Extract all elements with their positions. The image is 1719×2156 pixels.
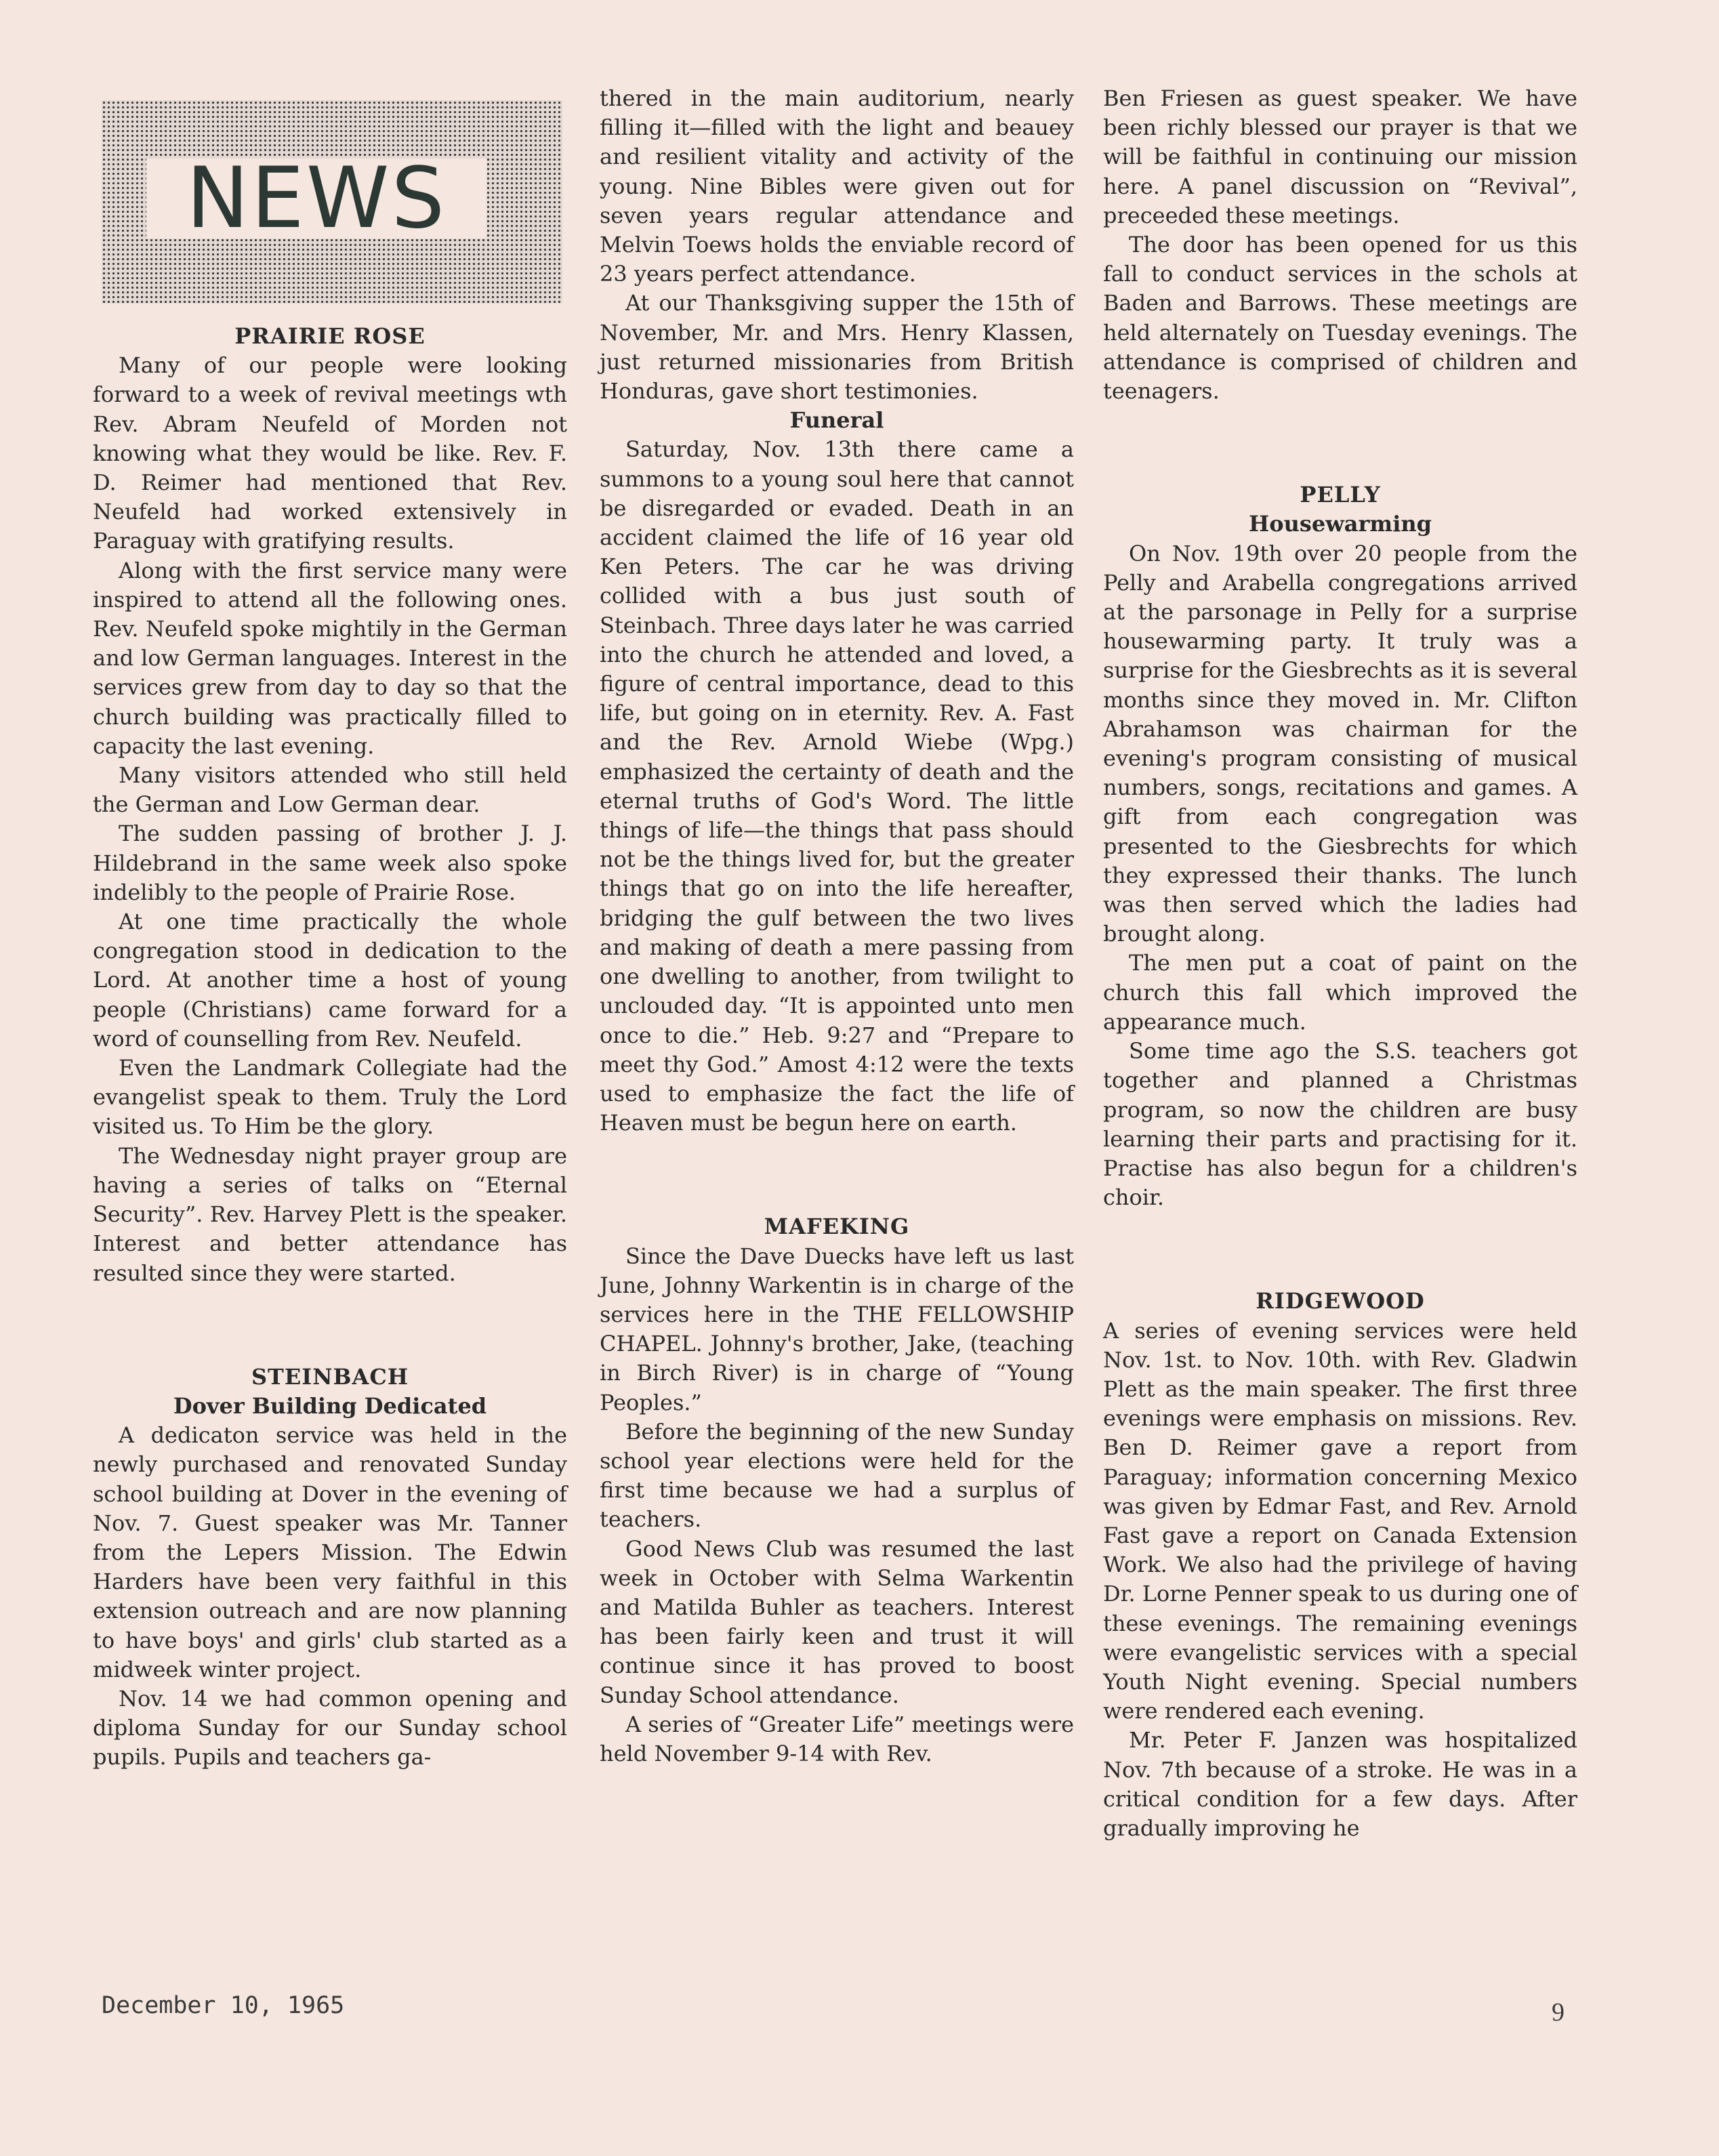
paragraph: Even the Landmark Collegiate had the evangelist speak to them. Truly the Lord visited us. To Him be the glory.: [93, 1055, 567, 1140]
paragraph: Mr. Peter F. Janzen was hospitalized Nov. 7th because of a stroke. He was in a critical condition for a few days. After gradually improving he: [1103, 1727, 1577, 1841]
section-spacer: [1103, 1212, 1577, 1287]
paragraph: The door has been opened for us this fall to conduct services in the schols at Baden and Barrows. These meetings are held alternately on Tuesday evenings. The attendance is comprised of children and teenagers.: [1103, 232, 1577, 405]
section-heading-steinbach: STEINBACH: [251, 1363, 409, 1390]
paragraph: The men put a coat of paint on the church this fall which improved the appearance much.: [1103, 950, 1577, 1035]
paragraph-continued: Ben Friesen as guest speaker. We have been richly blessed our prayer is that we will be faithful in continuing our mission here. A panel discussion on “Revival”, preceeded these meetings.: [1103, 85, 1577, 228]
paragraph: On Nov. 19th over 20 people from the Pelly and Arabella congregations arrived at the parsonage in Pelly for a surprise housewarming party. It truly was a surprise for the Giesbrechts as it is several months since they moved in. Mr. Clifton Abrahamson was chairman for the evening's program consisting of musical numbers, songs, recitations and games. A gift from each congregation was presented to the Giesbrechts for which they expressed their thanks. The lunch was then served which the ladies had brought along.: [1103, 540, 1577, 947]
section-heading-pelly: PELLY: [1300, 482, 1381, 508]
subheading-dover-building: Dover Building Dedicated: [173, 1392, 487, 1419]
paragraph: Many of our people were looking forward to a week of revival meetings wth Rev. Abram Neufeld of Morden not knowing what they would be like. Rev. F. D. Reimer had mentioned that Rev. Neufeld had worked extensively in Paraguay with gratifying results.: [93, 352, 567, 554]
section-spacer: [600, 1138, 1074, 1212]
paragraph: Before the beginning of the new Sunday school year elections were held for the first time because we had a surplus of teachers.: [600, 1418, 1074, 1533]
section-heading-mafeking: MAFEKING: [764, 1214, 910, 1240]
paragraph: Many visitors attended who still held the German and Low German dear.: [93, 762, 567, 818]
footer-date: December 10, 1965: [102, 1992, 345, 2019]
section-heading-ridgewood: RIDGEWOOD: [1256, 1288, 1425, 1314]
paragraph: The sudden passing of brother J. J. Hildebrand in the same week also spoke indelibly to the people of Prairie Rose.: [93, 821, 567, 905]
news-logo-text: NEWS: [186, 150, 447, 247]
paragraph: A series of evening services were held Nov. 1st. to Nov. 10th. with Rev. Gladwin Plett as the main speaker. The first three evenings were emphasis on missions. Rev. Ben D. Reimer gave a report from Paraguay; information concerning Mexico was given by Edmar Fast, and Rev. Arnold Fast gave a report on Canada Extension Work. We also had the privilege of having Dr. Lorne Penner speak to us during one of these evenings. The remaining evenings were evangelistic services with a special Youth Night evening. Special numbers were rendered each evening.: [1103, 1317, 1577, 1724]
paragraph: Nov. 14 we had common opening and diploma Sunday for our Sunday school pupils. Pupils and teachers ga-: [93, 1685, 567, 1770]
section-spacer: [1103, 406, 1577, 480]
paragraph-continued: thered in the main auditorium, nearly filling it—filled with the light and beauey and resilient vitality and activity of the young. Nine Bibles were given out for seven years regular attendance and Melvin Toews holds the enviable record of 23 years perfect attendance.: [600, 85, 1074, 287]
paragraph: A dedicaton service was held in the newly purchased and renovated Sunday school building at Dover in the evening of Nov. 7. Guest speaker was Mr. Tanner from the Lepers Mission. The Edwin Harders have been very faithful in this extension outreach and are now planning to have boys' and girls' club started as a midweek winter project.: [93, 1422, 567, 1682]
column-3: [1103, 84, 1577, 1843]
news-logo: [102, 100, 562, 304]
section-heading-prairie-rose: PRAIRIE ROSE: [234, 323, 426, 349]
paragraph: Along with the first service many were inspired to attend all the following ones. Rev. Neufeld spoke mightily in the German and low German languages. Interest in the services grew from day to day so that the church building was practically filled to capacity the last evening.: [93, 557, 567, 759]
paragraph: Saturday, Nov. 13th there came a summons to a young soul here that cannot be disregarded or evaded. Death in an accident claimed the life of 16 year old Ken Peters. The car he was driving collided with a bus just south of Steinbach. Three days later he was carried into the church he attended and loved, a figure of central importance, dead to this life, but going on in eternity. Rev. A. Fast and the Rev. Arnold Wiebe (Wpg.) emphasized the certainty of death and the eternal truths of God's Word. The little things of life—the things that pass should not be the things lived for, but the greater things that go on into the life hereafter, bridging the gulf between the two lives and making of death a mere passing from one dwelling to another, from twilight to unclouded day. “It is appointed unto men once to die.” Heb. 9:27 and “Prepare to meet thy God.” Amost 4:12 were the texts used to emphasize the fact the life of Heaven must be begun here on earth.: [600, 436, 1074, 1136]
paragraph: At one time practically the whole congregation stood in dedication to the Lord. At another time a host of young people (Christians) came forward for a word of counselling from Rev. Neufeld.: [93, 909, 567, 1052]
subheading-funeral: Funeral: [789, 407, 884, 434]
paragraph: At our Thanksgiving supper the 15th of November, Mr. and Mrs. Henry Klassen, just returned missionaries from British Honduras, gave short testimonies.: [600, 290, 1074, 405]
section-spacer: [93, 1288, 567, 1363]
paragraph: Some time ago the S.S. teachers got together and planned a Christmas program, so now the children are busy learning their parts and practising for it. Practise has also begun for a children's choir.: [1103, 1038, 1577, 1211]
column-2: [600, 84, 1074, 1768]
news-logo-box: [146, 150, 486, 247]
paragraph: A series of “Greater Life” meetings were held November 9-14 with Rev.: [600, 1711, 1074, 1766]
page-number: 9: [1552, 1998, 1565, 2027]
column-1: [93, 322, 567, 1773]
subheading-housewarming: Housewarming: [1248, 511, 1432, 537]
paragraph: The Wednesday night prayer group are having a series of talks on “Eternal Security”. Rev. Harvey Plett is the speaker. Interest and better attendance has resulted since they were started.: [93, 1142, 567, 1286]
paragraph: Since the Dave Duecks have left us last June, Johnny Warkentin is in charge of the services here in the THE FELLOWSHIP CHAPEL. Johnny's brother, Jake, (teaching in Birch River) is in charge of “Young Peoples.”: [600, 1243, 1074, 1415]
paragraph: Good News Club was resumed the last week in October with Selma Warkentin and Matilda Buhler as teachers. Interest has been fairly keen and trust it will continue since it has proved to boost Sunday School attendance.: [600, 1535, 1074, 1708]
